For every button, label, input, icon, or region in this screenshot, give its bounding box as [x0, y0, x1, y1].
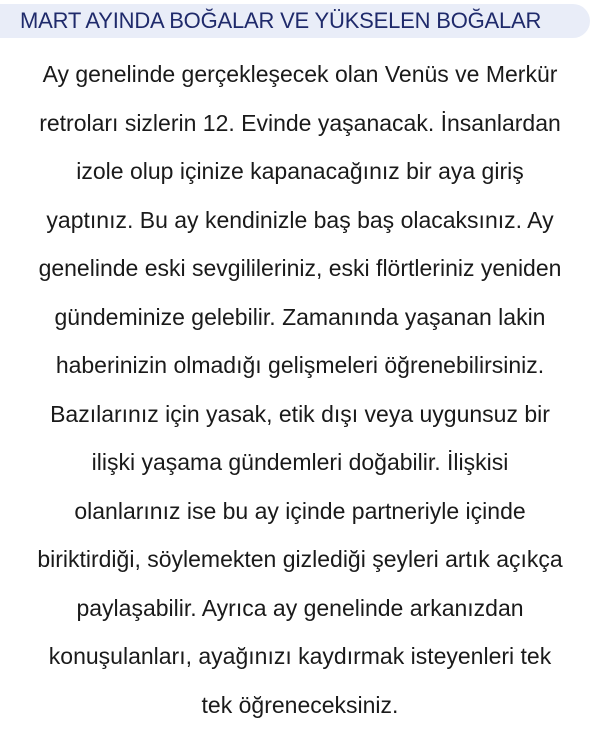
article-line: ilişki yaşama gündemleri doğabilir. İlişkisi [91, 449, 509, 475]
section-heading-bar [0, 4, 590, 38]
article-line: tek öğreneceksiniz. [201, 691, 399, 718]
article-line: genelinde eski sevgilileriniz, eski flörtleriniz yeniden [38, 255, 562, 281]
article-line: gündeminize gelebilir. Zamanında yaşanan lakin [54, 303, 546, 330]
article-body [0, 50, 600, 729]
section-heading: MART AYINDA BOĞALAR VE YÜKSELEN BOĞALAR [20, 8, 542, 33]
article-line: paylaşabilir. Ayrıca ay genelinde arkanızdan [76, 594, 524, 621]
article-line: haberinizin olmadığı gelişmeleri öğrenebilirsiniz. [55, 352, 545, 378]
article-line: biriktirdiği, söylemekten gizlediği şeyleri artık açıkça [37, 546, 563, 572]
article-line: izole olup içinize kapanacağınız bir aya giriş [76, 158, 524, 184]
article-line: yaptınız. Bu ay kendinizle baş baş olacaksınız. Ay [46, 206, 554, 233]
article-line: konuşulanları, ayağınızı kaydırmak isteyenleri tek [48, 643, 552, 669]
article-line: retroları sizlerin 12. Evinde yaşanacak. İnsanlardan [39, 109, 561, 136]
article-line: Ay genelinde gerçekleşecek olan Venüs ve Merkür [42, 61, 558, 87]
article-line: Bazılarınız için yasak, etik dışı veya uygunsuz bir [50, 400, 550, 427]
article-line: olanlarınız ise bu ay içinde partneriyle içinde [74, 497, 526, 524]
